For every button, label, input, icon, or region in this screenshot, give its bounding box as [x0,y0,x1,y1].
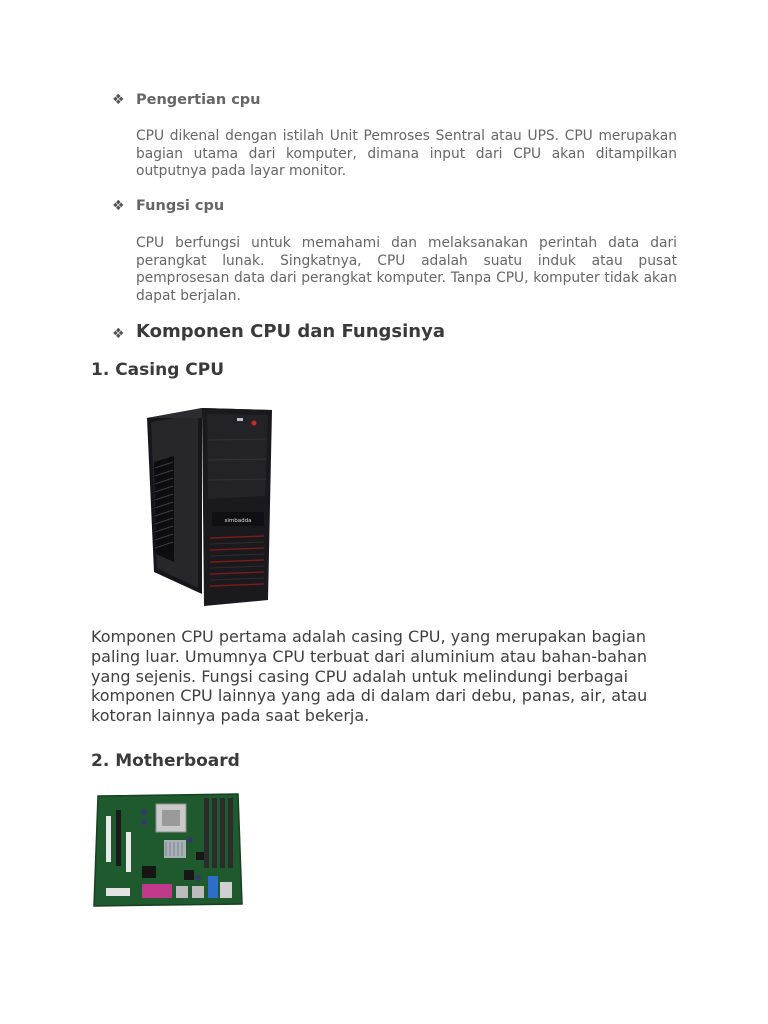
section-komponen [112,321,445,342]
section-title: Pengertian cpu [136,92,261,108]
section-title: Komponen CPU dan Fungsinya [136,321,445,342]
item-heading: 1. Casing CPU [91,360,225,380]
section-paragraph: CPU dikenal dengan istilah Unit Pemroses Sentral atau UPS. CPU merupakan bagian utama dari komputer, dimana input dari CPU akan ditampilkan outputnya pada layar monitor. [136,128,677,179]
section-title: Fungsi cpu [136,198,225,214]
pc-tower-case-image [144,404,278,610]
section-paragraph: CPU berfungsi untuk memahami dan melaksanakan perintah data dari perangkat lunak. Singkatnya, CPU adalah suatu induk atau pusat pemprosesan data dari perangkat komputer. Tanpa CPU, komputer tidak akan dapat berjalan. [136,235,677,304]
section-fungsi [112,198,224,214]
item-heading: 2. Motherboard [91,751,240,771]
section-pengertian [112,92,261,108]
diamond-bullet-icon: ❖ [112,198,125,214]
item-paragraph: Komponen CPU pertama adalah casing CPU, yang merupakan bagian paling luar. Umumnya CPU terbuat dari aluminium atau bahan-bahan yang sejenis. Fungsi casing CPU adalah untuk melindungi berbagai komponen CPU lainnya yang ada di dalam dari debu, panas, air, atau kotoran lainnya pada saat bekerja. [91,627,648,726]
diamond-bullet-icon: ❖ [112,92,125,108]
motherboard-image [92,792,244,908]
case-brand-label: simbadda [224,518,252,524]
diamond-bullet-icon: ❖ [112,325,125,342]
